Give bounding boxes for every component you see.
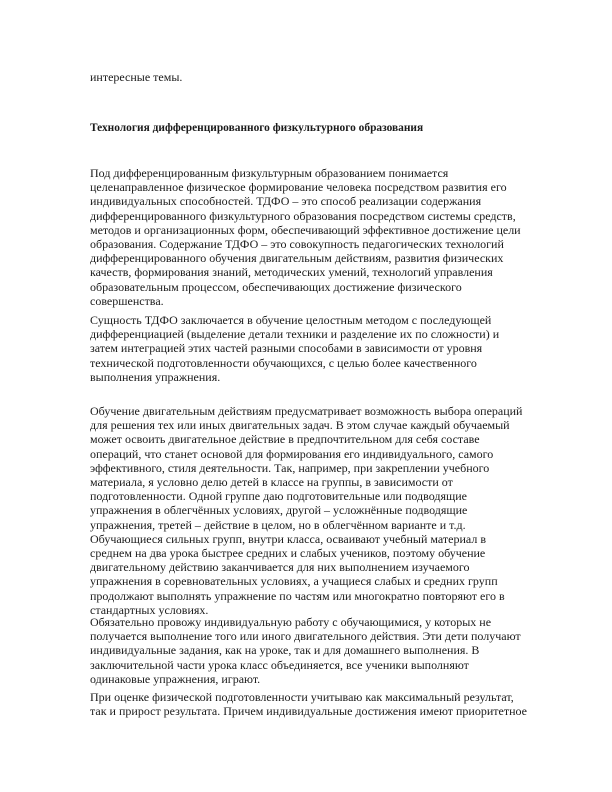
paragraph: Сущность ТДФО заключается в обучение целостным методом с последующей дифференциацией (выделение детали техники и разделение их по сложности) и затем интеграцией этих частей разными способами в зависимости от уровня технической подготовленности обучающихся, с целью более качественного выполнения упражнения. xyxy=(90,313,500,384)
section-heading: Технология дифференцированного физкультурного образования xyxy=(90,122,424,134)
paragraph: Обязательно провожу индивидуальную работу с обучающимися, у которых не получается выполнение того или иного двигательного действия. Эти дети получают индивидуальные задания, как на уроке, так и для домашнего выполнения. В заключительной части урока класс объединяется, все ученики выполняют одинаковые упражнения, играют. xyxy=(90,615,521,686)
paragraph: Обучение двигательным действиям предусматривает возможность выбора операций для решения тех или иных двигательных задач. В этом случае каждый обучаемый может освоить двигательное действие в предпочтительном для себя составе операций, что станет основой для формирования его индивидуального, самого эффективного, стиля деятельности. Так, например, при закреплении учебного материала, я условно делю детей в классе на группы, в зависимости от подготовленности. Одной группе даю подготовительные или подводящие упражнения в облегчённых условиях, другой – усложнённые подводящие упражнения, третей – действие в целом, но в облегчённом варианте и т.д. Обучающиеся сильных групп, внутри класса, осваивают учебный материал в среднем на два урока быстрее средних и слабых учеников, поэтому обучение двигательному действию заканчивается для них выполнением изучаемого упражнения в соревновательных условиях, а учащиеся слабых и средних групп продолжают выполнять упражнение по частям или многократно повторяют его в стандартных условиях. xyxy=(90,404,523,617)
text-fragment: интересные темы. xyxy=(90,70,183,84)
paragraph: При оценке физической подготовленности учитываю как максимальный результат, так и прирост результата. Причем индивидуальные достижения имеют приоритетное xyxy=(90,690,527,719)
paragraph: Под дифференцированным физкультурным образованием понимается целенаправленное физическое формирование человека посредством развития его индивидуальных способностей. ТДФО – это способ реализации содержания дифференцированного физкультурного образования посредством системы средств, методов и организационных форм, обеспечивающий эффективное достижение цели образования. Содержание ТДФО – это совокупность педагогических технологий дифференцированного обучения двигательным действиям, развития физических качеств, формирования знаний, методических умений, технологий управления образовательным процессом, обеспечивающих достижение физического совершенства. xyxy=(90,166,521,308)
